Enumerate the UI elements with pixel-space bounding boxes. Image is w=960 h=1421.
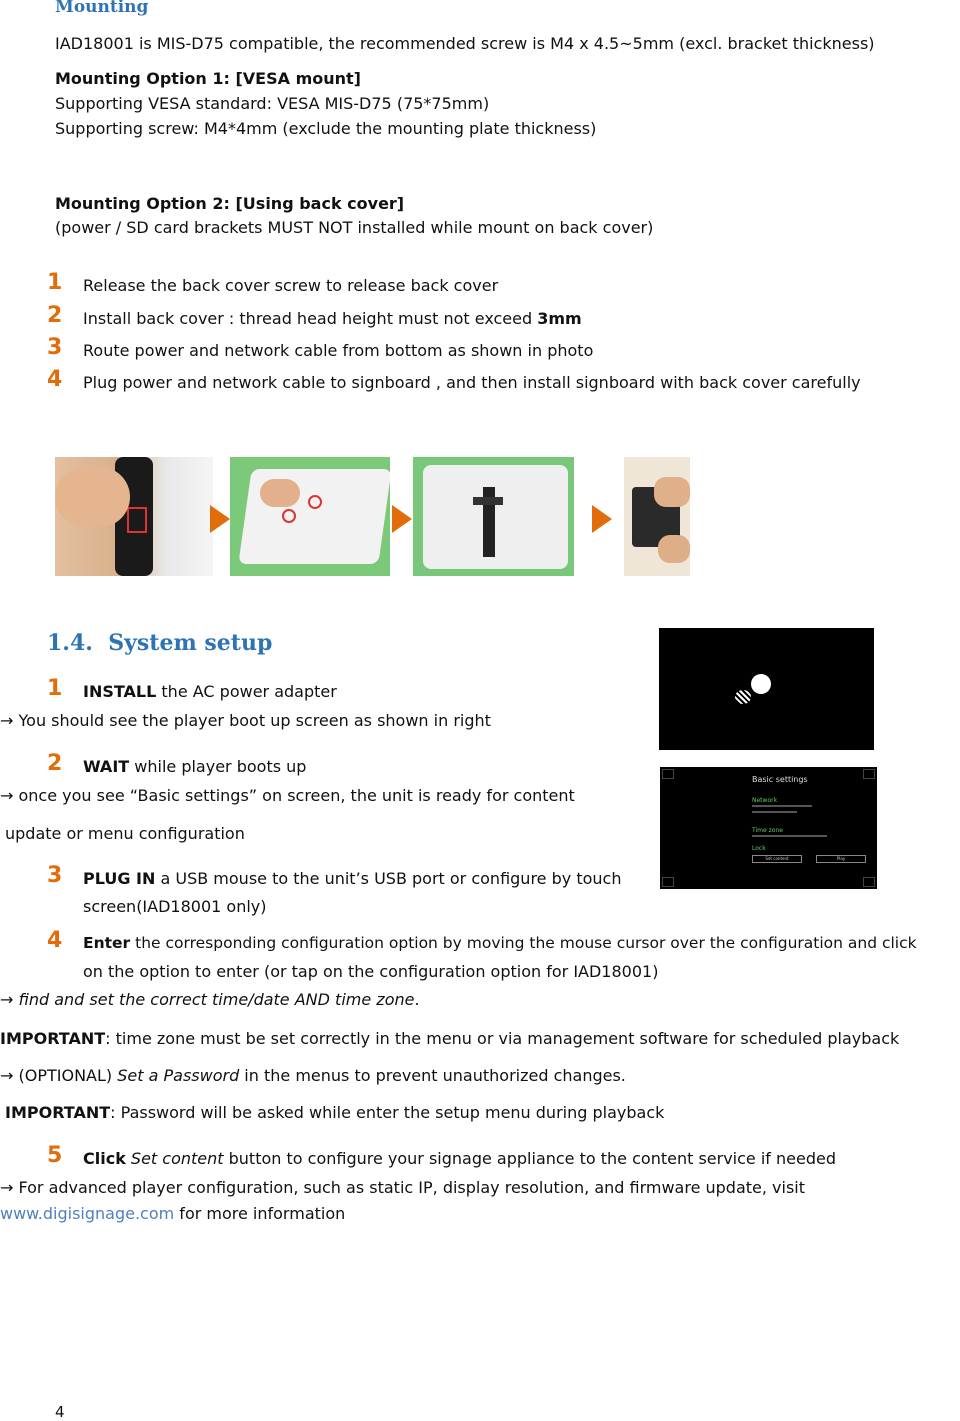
arrow-glyph: → (0, 1066, 14, 1085)
setup-step-text: PLUG IN a USB mouse to the unit’s USB port or configure by touch (83, 869, 622, 888)
boot-screen-image (659, 628, 874, 750)
arrow-right-icon (210, 505, 230, 533)
photo-route-cables (413, 457, 574, 576)
setup-step-number: 4 (47, 928, 63, 953)
option1-line2: Supporting screw: M4*4mm (exclude the mounting plate thickness) (55, 119, 597, 138)
arrow-glyph: → (0, 786, 14, 805)
section-title-mounting: Mounting (55, 0, 149, 17)
photo-install-signboard (624, 457, 690, 576)
photo-install-back-cover (230, 457, 390, 576)
option1-title: Mounting Option 1: [VESA mount] (55, 69, 361, 88)
setup-step-text-cont: screen(IAD18001 only) (83, 897, 267, 916)
mount-step-number: 2 (47, 303, 63, 328)
setup-step-number: 5 (47, 1143, 63, 1168)
arrow-right-icon (592, 505, 612, 533)
screen-network-label: Network (752, 797, 778, 804)
setup-step-number: 2 (47, 751, 63, 776)
arrow-glyph: → (0, 711, 14, 730)
setup-step-number: 1 (47, 676, 63, 701)
setup-step-text: Click Set content button to configure your signage appliance to the content service if needed (83, 1149, 836, 1168)
setup-step-text: WAIT while player boots up (83, 757, 307, 776)
mount-step-text: Install back cover : thread head height must not exceed 3mm (83, 309, 582, 328)
thread-limit: 3mm (537, 309, 582, 328)
important-note-password: IMPORTANT: Password will be asked while enter the setup menu during playback (5, 1103, 665, 1122)
setup-arrow-note: → find and set the correct time/date AND time zone. (0, 990, 420, 1009)
mount-step-text: Route power and network cable from bottom as shown in photo (83, 341, 594, 360)
option2-title: Mounting Option 2: [Using back cover] (55, 194, 405, 213)
screen-set-content-button: Set content (752, 855, 802, 863)
screen-title: Basic settings (752, 775, 808, 784)
arrow-glyph: → (0, 1178, 14, 1197)
photo-release-back-cover (55, 457, 213, 576)
arrow-glyph: → (0, 990, 14, 1009)
section-title-system-setup: 1.4. System setup (47, 630, 273, 656)
optional-password-note: → (OPTIONAL) Set a Password in the menus to prevent unauthorized changes. (0, 1066, 626, 1085)
basic-settings-screen-image (660, 767, 877, 889)
screen-timezone-label: Time zone (752, 827, 783, 834)
setup-step-text: INSTALL the AC power adapter (83, 682, 337, 701)
more-info-line: www.digisignage.com for more information (0, 1204, 346, 1223)
setup-arrow-note: → You should see the player boot up screen as shown in right (0, 711, 491, 730)
setup-arrow-note: → once you see “Basic settings” on screen, the unit is ready for content (0, 786, 575, 805)
mount-step-text: Release the back cover screw to release back cover (83, 276, 499, 295)
mount-step-number: 1 (47, 270, 63, 295)
screen-lock-label: Lock (752, 845, 766, 852)
option2-note: (power / SD card brackets MUST NOT installed while mount on back cover) (55, 218, 654, 237)
important-note-timezone: IMPORTANT: time zone must be set correctly in the menu or via management software for scheduled playback (0, 1029, 900, 1048)
screen-play-button: Play (816, 855, 866, 863)
setup-arrow-note-cont: update or menu configuration (5, 824, 245, 843)
mount-step-number: 4 (47, 367, 63, 392)
setup-arrow-note: → For advanced player configuration, such as static IP, display resolution, and firmware update, visit (0, 1178, 806, 1197)
mounting-intro: IAD18001 is MIS-D75 compatible, the recommended screw is M4 x 4.5~5mm (excl. bracket thickness) (55, 34, 875, 53)
mount-step-number: 3 (47, 335, 63, 360)
setup-step-text: Enter the corresponding configuration option by moving the mouse cursor over the configuration and click (83, 934, 917, 952)
setup-step-number: 3 (47, 863, 63, 888)
mount-step-text: Plug power and network cable to signboard , and then install signboard with back cover carefully (83, 373, 861, 392)
setup-step-text-cont: on the option to enter (or tap on the configuration option for IAD18001) (83, 962, 659, 981)
option1-line1: Supporting VESA standard: VESA MIS-D75 (75*75mm) (55, 94, 490, 113)
page-number: 4 (55, 1403, 65, 1421)
digisignage-link[interactable]: www.digisignage.com (0, 1204, 175, 1223)
arrow-right-icon (392, 505, 412, 533)
